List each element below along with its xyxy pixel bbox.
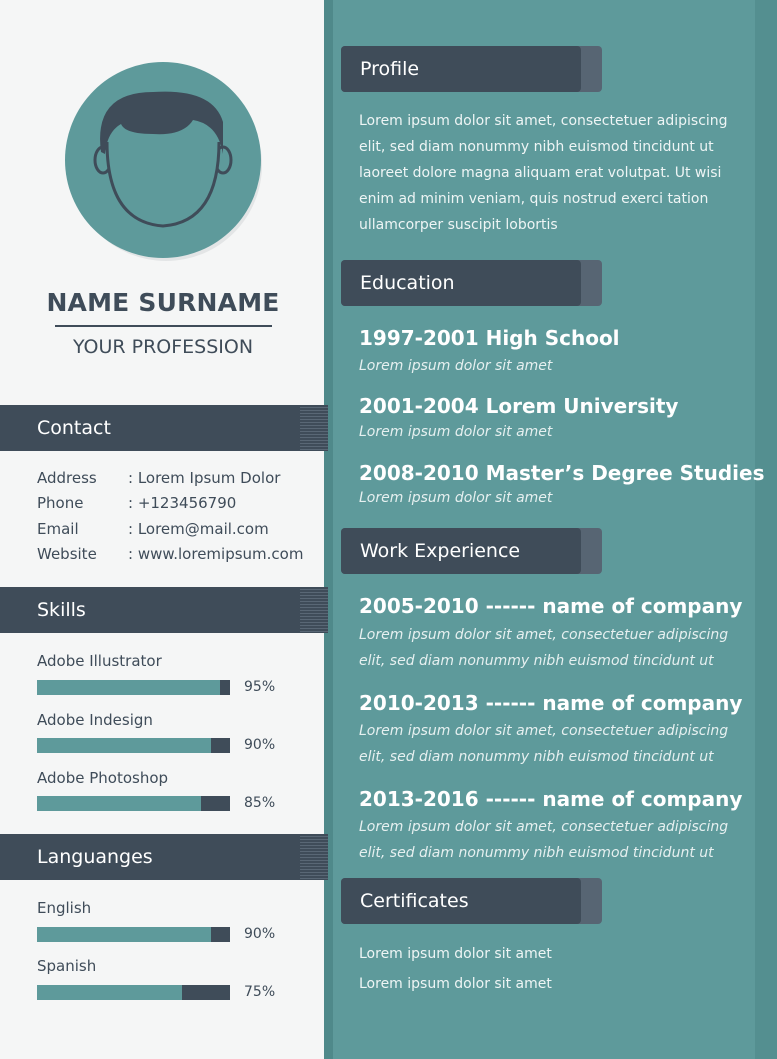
person-profession: YOUR PROFESSION <box>72 336 254 358</box>
education-title: 2008-2010 Master’s Degree Studies <box>359 461 765 485</box>
language-label: Spanish <box>37 957 97 975</box>
contact-heading <box>0 405 300 451</box>
languages-heading <box>0 834 300 880</box>
contact-key: Website <box>37 545 97 563</box>
contact-value: : Lorem Ipsum Dolor <box>128 469 281 487</box>
contact-value: : www.loremipsum.com <box>128 545 304 563</box>
person-avatar-icon <box>63 62 263 262</box>
contact-value: : +123456790 <box>128 494 237 512</box>
skill-label: Adobe Photoshop <box>37 769 169 787</box>
skill-bar <box>37 680 230 695</box>
skill-bar-fill <box>37 738 211 753</box>
contact-key: Email <box>37 520 79 538</box>
language-bar-fill <box>37 985 182 1000</box>
languages-heading-tab <box>300 834 328 880</box>
language-percent: 90% <box>244 926 276 942</box>
skill-label: Adobe Indesign <box>37 711 153 729</box>
name-divider <box>55 325 272 327</box>
languages-heading-label: Languanges <box>37 846 153 868</box>
skill-bar-fill <box>37 680 220 695</box>
education-subtitle: Lorem ipsum dolor sit amet <box>359 424 553 440</box>
person-name: NAME SURNAME <box>46 288 280 317</box>
certificates-heading-label: Certificates <box>341 878 581 924</box>
education-title: 2001-2004 Lorem University <box>359 394 679 418</box>
work-description: Lorem ipsum dolor sit amet, consectetuer adipiscing elit, sed diam nonummy nibh euismod tincidunt ut <box>359 723 729 765</box>
skills-heading-label: Skills <box>37 599 86 621</box>
language-bar <box>37 927 230 942</box>
work-heading-label: Work Experience <box>341 528 581 574</box>
skills-heading <box>0 587 300 633</box>
contact-heading-label: Contact <box>37 417 111 439</box>
education-subtitle: Lorem ipsum dolor sit amet <box>359 490 553 506</box>
skill-bar <box>37 796 230 811</box>
work-title: 2005-2010 ------ name of company <box>359 594 743 618</box>
language-label: English <box>37 899 92 917</box>
certificate-item: Lorem ipsum dolor sit amet <box>359 976 552 992</box>
work-title: 2010-2013 ------ name of company <box>359 691 743 715</box>
skill-bar <box>37 738 230 753</box>
skill-bar-fill <box>37 796 201 811</box>
contact-value: : Lorem@mail.com <box>128 520 269 538</box>
certificate-item: Lorem ipsum dolor sit amet <box>359 946 552 962</box>
contact-key: Phone <box>37 494 84 512</box>
skill-label: Adobe Illustrator <box>37 652 162 670</box>
education-subtitle: Lorem ipsum dolor sit amet <box>359 358 553 374</box>
certificates-heading <box>341 878 602 924</box>
work-description: Lorem ipsum dolor sit amet, consectetuer adipiscing elit, sed diam nonummy nibh euismod tincidunt ut <box>359 819 729 861</box>
skills-heading-tab <box>300 587 328 633</box>
language-percent: 75% <box>244 984 276 1000</box>
right-column-border <box>755 0 777 1059</box>
education-heading-label: Education <box>341 260 581 306</box>
language-bar-fill <box>37 927 211 942</box>
education-heading <box>341 260 602 306</box>
profile-heading-label: Profile <box>341 46 581 92</box>
skill-percent: 95% <box>244 679 276 695</box>
education-title: 1997-2001 High School <box>359 326 620 350</box>
work-title: 2013-2016 ------ name of company <box>359 787 743 811</box>
profile-heading <box>341 46 602 92</box>
work-description: Lorem ipsum dolor sit amet, consectetuer adipiscing elit, sed diam nonummy nibh euismod tincidunt ut <box>359 627 729 669</box>
contact-heading-tab <box>300 405 328 451</box>
work-heading <box>341 528 602 574</box>
profile-text: Lorem ipsum dolor sit amet, consectetuer adipiscing elit, sed diam nonummy nibh euismod tincidunt ut laoreet dolore magna aliquam erat volutpat. Ut wisi enim ad minim veniam, quis nostrud exerci tation ullamcorper suscipit lobortis <box>359 113 728 233</box>
contact-key: Address <box>37 469 97 487</box>
skill-percent: 85% <box>244 795 276 811</box>
skill-percent: 90% <box>244 737 276 753</box>
language-bar <box>37 985 230 1000</box>
right-column-edge <box>324 0 333 1059</box>
